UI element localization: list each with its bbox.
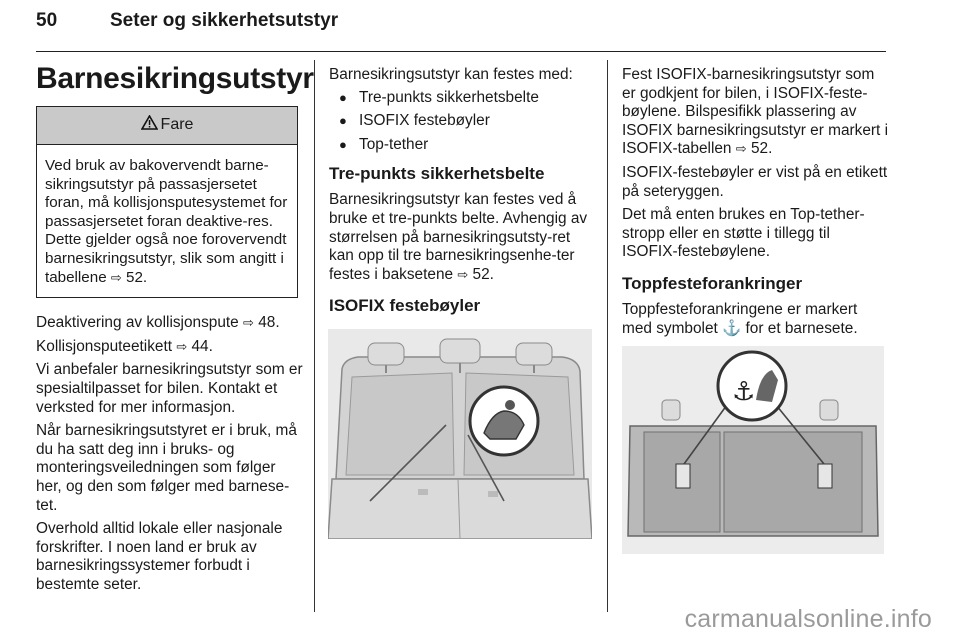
warning-triangle-icon <box>141 115 158 136</box>
crossref-page[interactable]: 48. <box>258 314 280 332</box>
paragraph-text: for et barnesete. <box>741 319 858 337</box>
crossref-page[interactable]: 52. <box>472 265 494 283</box>
section-title: Barnesikringsutstyr <box>36 62 314 95</box>
warning-label: Fare <box>160 116 194 134</box>
column-divider-1 <box>314 60 315 612</box>
crossref-page[interactable]: 52. <box>750 140 773 158</box>
warning-page-ref[interactable]: 52. <box>126 268 148 286</box>
paragraph-text: Toppfesteforankringene er markert med symbolet <box>622 300 858 337</box>
paragraph-text: Fest ISOFIX-barnesikringsutstyr som er godkjent for bilen, i ISOFIX-feste-bøylene. Bilspesifikk plassering av ISOFIX barnesikringsutstyr er markert i ISOFIX-tabellen <box>622 66 888 158</box>
attachment-list <box>329 89 593 155</box>
list-item: ● Top-tether <box>329 136 593 155</box>
paragraph-toppfeste <box>622 301 888 338</box>
crossref-deaktivering <box>36 314 304 333</box>
warning-body <box>37 145 297 297</box>
column-1 <box>36 62 314 599</box>
heading-isofix: ISOFIX festebøyler <box>329 296 481 316</box>
crossref-text: Kollisjonsputeetikett <box>36 337 177 355</box>
paragraph-tre-punkts <box>329 191 593 284</box>
danger-warning-box <box>36 106 298 298</box>
list-item: ● ISOFIX festebøyler <box>329 112 593 131</box>
paragraph-bruk: Når barnesikringsutstyret er i bruk, må du ha satt deg inn i bruks- og monteringsveiledningen som følger her, og den som følger med barnese-tet. <box>36 422 297 514</box>
page-ref-arrow-icon: ⇨ <box>110 269 122 285</box>
top-tether-illustration <box>622 346 884 554</box>
crossref-etikett <box>36 338 304 357</box>
page-ref-arrow-icon: ⇨ <box>735 141 747 157</box>
paragraph-enten: Det må enten brukes en Top-tether-stropp eller en støtte i tillegg til ISOFIX-festebøylene. <box>622 206 865 261</box>
crossref-text: Deaktivering av kollisjonspute <box>36 314 244 332</box>
crossref-page[interactable]: 44. <box>191 337 213 355</box>
heading-tre-punkts: Tre-punkts sikkerhetsbelte <box>329 164 545 184</box>
paragraph-vist: ISOFIX-festebøyler er vist på en etikett på seteryggen. <box>622 163 888 200</box>
attachment-intro: Barnesikringsutstyr kan festes med: <box>329 66 573 83</box>
warning-text: Ved bruk av bakovervendt barne-sikringsutstyr på passasjersetet foran, må kollisjonsputesystemet for passasjersetet foran deaktive-res. Dette gjelder også noe forovervendt barnesikringsutstyr, slik som angitt i tabellene <box>45 157 288 286</box>
isofix-seat-illustration <box>328 329 592 539</box>
page-ref-arrow-icon: ⇨ <box>243 315 254 331</box>
page-header <box>36 6 886 52</box>
list-item: ● Tre-punkts sikkerhetsbelte <box>329 89 593 108</box>
column-divider-2 <box>607 60 608 612</box>
top-tether-anchor-icon: ⚓ <box>722 319 742 337</box>
page-number: 50 <box>36 10 58 31</box>
column-2 <box>329 66 593 323</box>
paragraph-overhold: Overhold alltid lokale eller nasjonale forskrifter. I noen land er bruk av barnesikringssystemer forbudt i bestemte seter. <box>36 520 283 593</box>
paragraph-text: Barnesikringsutstyr kan festes ved å bruke et tre-punkts belte. Avhengig av størrelsen på barnesikringsutsty-ret kan opp til tre barnesikringsenhe-ter festes i baksetene <box>329 191 588 283</box>
heading-toppfeste: Toppfesteforankringer <box>622 273 803 293</box>
page-ref-arrow-icon: ⇨ <box>176 338 188 354</box>
watermark: carmanualsonline.info <box>684 605 932 633</box>
running-title: Seter og sikkerhetsutstyr <box>110 10 339 31</box>
page-ref-arrow-icon: ⇨ <box>457 266 469 282</box>
paragraph-anbefaler: Vi anbefaler barnesikringsutstyr som er spesialtilpasset for bilen. Kontakt et verksted for mer informasjon. <box>36 361 303 416</box>
svg-text:⚓: ⚓ <box>732 377 756 407</box>
warning-header <box>37 107 297 145</box>
paragraph-fest <box>622 66 888 159</box>
column-3 <box>622 66 888 343</box>
